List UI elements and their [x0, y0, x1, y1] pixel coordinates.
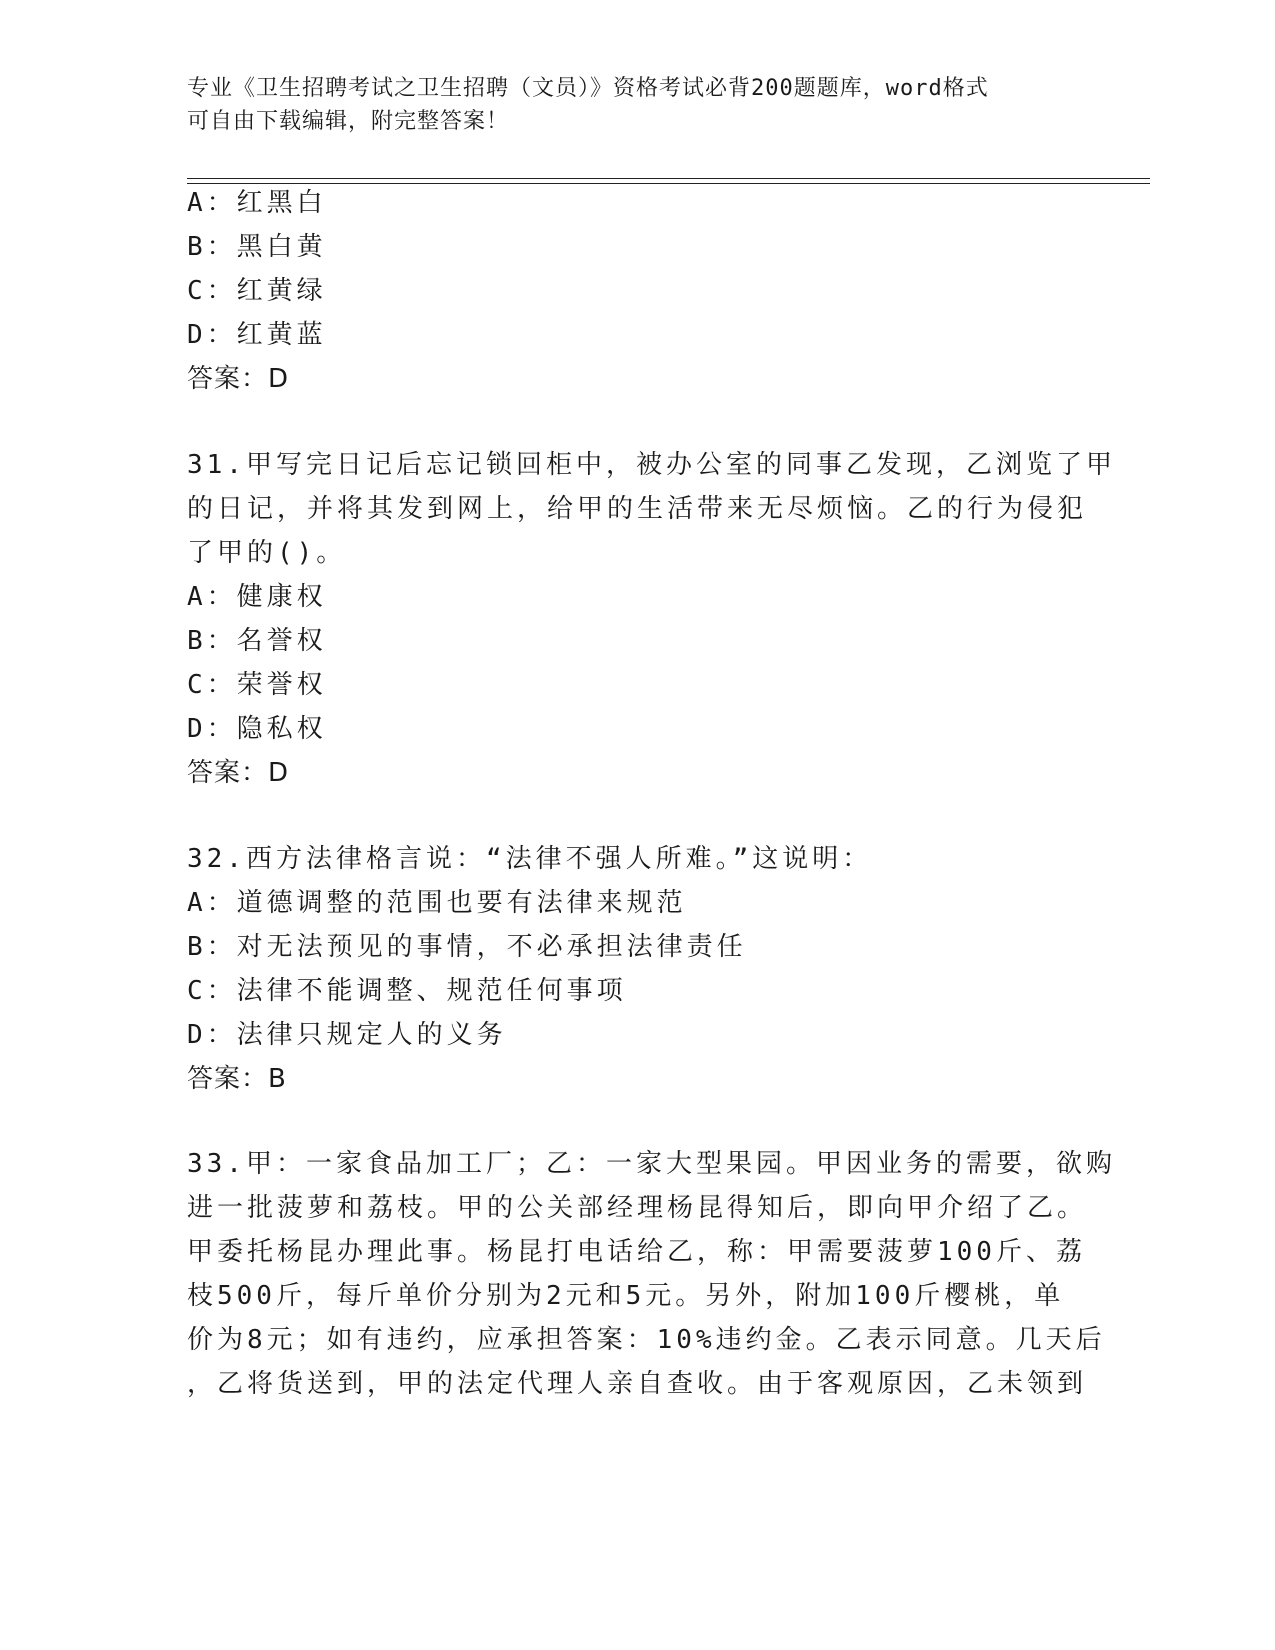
- header-title-line-1: 专业《卫生招聘考试之卫生招聘（文员）》资格考试必背200题题库，word格式: [187, 76, 989, 101]
- q32-answer: 答案：B: [187, 1064, 287, 1094]
- prev-option-a: A：红黑白: [187, 188, 327, 218]
- document-header: [187, 72, 1067, 138]
- q33-stem-line-5: 价为8元；如有违约，应承担答案：10%违约金。乙表示同意。几天后: [187, 1325, 1106, 1355]
- q31-option-d: D：隐私权: [187, 714, 327, 744]
- prev-option-d: D：红黄蓝: [187, 320, 327, 350]
- q33-stem-line-6: ，乙将货送到，甲的法定代理人亲自查收。由于客观原因，乙未领到: [187, 1369, 1088, 1399]
- prev-answer: 答案：D: [187, 364, 290, 394]
- q31-stem-line-1: 31.甲写完日记后忘记锁回柜中，被办公室的同事乙发现，乙浏览了甲: [187, 450, 1116, 480]
- q33-stem-line-4: 枝500斤，每斤单价分别为2元和5元。另外，附加100斤樱桃，单: [187, 1281, 1065, 1311]
- q32-option-b: B：对无法预见的事情，不必承担法律责任: [187, 932, 747, 962]
- q32-stem-line-1: 32.西方法律格言说：“法律不强人所难。”这说明：: [187, 844, 873, 874]
- q31-option-a: A：健康权: [187, 582, 327, 612]
- q33-stem-line-3: 甲委托杨昆办理此事。杨昆打电话给乙，称：甲需要菠萝100斤、荔: [187, 1237, 1086, 1267]
- q31-option-b: B：名誉权: [187, 626, 327, 656]
- q32-option-a: A：道德调整的范围也要有法律来规范: [187, 888, 687, 918]
- header-title-line-2: 可自由下载编辑，附完整答案！: [187, 109, 510, 134]
- prev-option-c: C：红黄绿: [187, 276, 327, 306]
- q31-stem-line-2: 的日记，并将其发到网上，给甲的生活带来无尽烦恼。乙的行为侵犯: [187, 494, 1088, 524]
- header-divider-top: [187, 178, 1150, 179]
- q33-stem-line-1: 33.甲：一家食品加工厂；乙：一家大型果园。甲因业务的需要，欲购: [187, 1149, 1116, 1179]
- q31-option-c: C：荣誉权: [187, 670, 327, 700]
- q32-option-c: C：法律不能调整、规范任何事项: [187, 976, 627, 1006]
- q32-option-d: D：法律只规定人的义务: [187, 1020, 507, 1050]
- header-divider-bottom: [187, 183, 1150, 184]
- prev-option-b: B：黑白黄: [187, 232, 327, 262]
- q33-stem-line-2: 进一批菠萝和荔枝。甲的公关部经理杨昆得知后，即向甲介绍了乙。: [187, 1193, 1088, 1223]
- q31-answer: 答案：D: [187, 758, 290, 788]
- q31-stem-line-3: 了甲的()。: [187, 538, 347, 568]
